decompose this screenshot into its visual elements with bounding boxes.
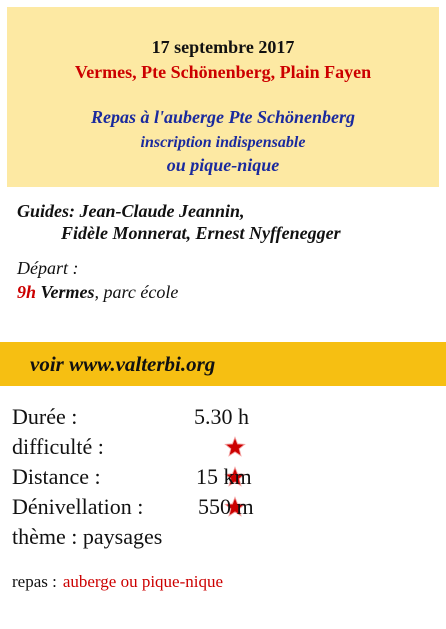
difficulty-label: difficulté : xyxy=(12,434,104,459)
elevation-label: Dénivellation : xyxy=(12,494,144,519)
event-header xyxy=(7,7,439,187)
guides-block xyxy=(17,200,341,244)
distance-label: Distance : xyxy=(12,464,101,489)
repas-value: auberge ou pique-nique xyxy=(62,572,224,591)
distance-value: 15 km xyxy=(196,464,252,489)
departure-town: Vermes xyxy=(40,282,95,302)
departure-time: 9h xyxy=(17,282,37,302)
guides-line-2: Fidèle Monnerat, Ernest Nyffenegger xyxy=(61,223,341,243)
meal-alternative: ou pique-nique xyxy=(166,155,280,175)
duration-label: Durée : xyxy=(12,404,78,429)
guides-line-1: Guides: Jean-Claude Jeannin, xyxy=(17,201,245,221)
departure-place: , parc école xyxy=(94,282,179,302)
website-banner[interactable]: voir www.valterbi.org xyxy=(0,342,446,386)
departure-label: Départ : xyxy=(17,258,79,278)
departure-block xyxy=(17,256,178,304)
duration-value: 5.30 h xyxy=(194,404,249,429)
event-route: Vermes, Pte Schönenberg, Plain Fayen xyxy=(74,62,372,82)
repas-label: repas : xyxy=(12,572,57,591)
repas-line xyxy=(12,572,223,592)
elevation-value: 550 m xyxy=(198,494,254,519)
event-date: 17 septembre 2017 xyxy=(151,37,295,57)
inscription-note: inscription indispensable xyxy=(140,134,306,151)
meal-info: Repas à l'auberge Pte Schönenberg xyxy=(91,107,355,127)
departure-detail xyxy=(17,280,178,304)
theme-text: thème : paysages xyxy=(12,524,163,549)
star-icon xyxy=(224,436,246,458)
